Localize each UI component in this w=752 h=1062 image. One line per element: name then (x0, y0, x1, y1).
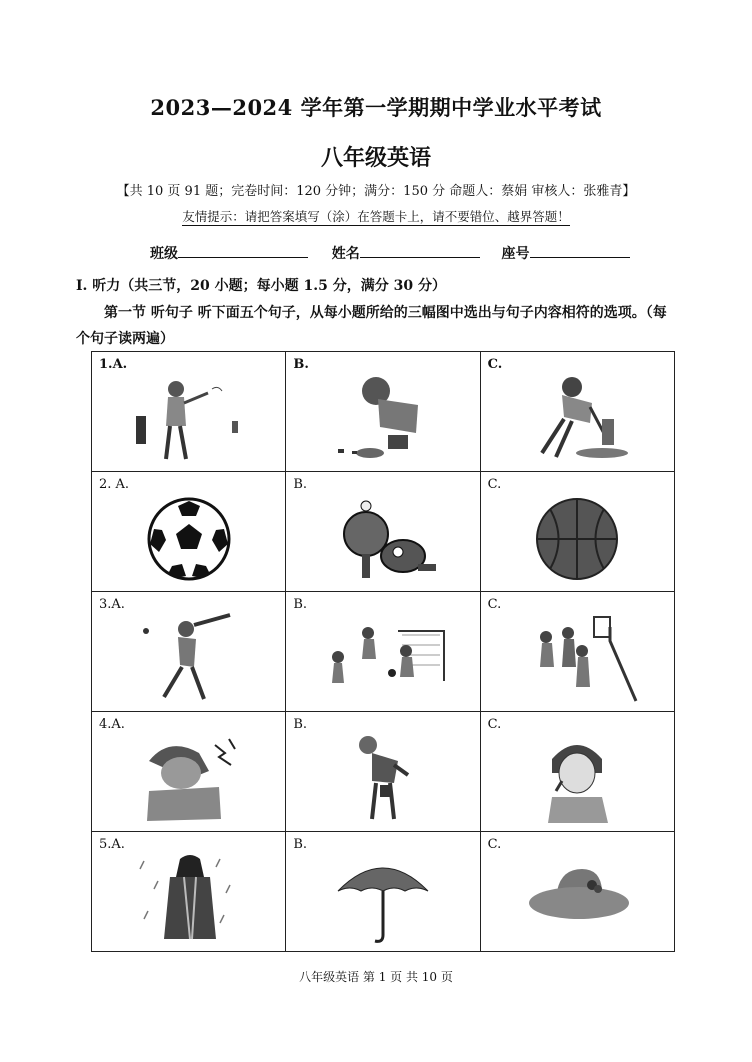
question-row (92, 832, 675, 952)
option-cell[interactable] (286, 592, 480, 712)
name-blank[interactable] (360, 243, 480, 258)
option-cell[interactable] (92, 712, 286, 832)
option-cell[interactable] (480, 712, 674, 832)
option-label: 2. A. (99, 477, 130, 492)
student-fields (150, 243, 630, 263)
option-label: B. (293, 357, 309, 372)
seat-blank[interactable] (530, 243, 630, 258)
picture-grid (91, 351, 675, 952)
seat-label: 座号 (501, 246, 530, 262)
option-cell[interactable] (480, 472, 674, 592)
option-cell[interactable] (480, 352, 674, 472)
option-label: B. (293, 837, 308, 852)
section-heading: I. 听力（共三节，20 小题；每小题 1.5 分，满分 30 分） (76, 278, 446, 294)
name-label: 姓名 (331, 246, 360, 262)
option-label: B. (293, 477, 308, 492)
section-instruction: 第一节 听句子 听下面五个句子，从每小题所给的三幅图中选出与句子内容相符的选项。（每个句子读两遍） (76, 305, 667, 347)
soccer-players-icon (286, 606, 479, 711)
option-label: C. (487, 477, 502, 492)
option-cell[interactable] (92, 592, 286, 712)
exam-info: 【共 10 页 91 题；完卷时间：120 分钟；满分：150 分 命题人：蔡娟 审核人：张雅青】 (116, 184, 636, 199)
question-row (92, 352, 675, 472)
backache-icon (286, 726, 479, 831)
option-cell[interactable] (286, 352, 480, 472)
question-row (92, 712, 675, 832)
option-cell[interactable] (92, 832, 286, 952)
option-label: B. (293, 597, 308, 612)
option-label: 5.A. (99, 837, 125, 852)
option-cell[interactable] (480, 592, 674, 712)
option-cell[interactable] (92, 352, 286, 472)
ping-pong-icon (286, 486, 479, 591)
option-label: 4.A. (99, 717, 125, 732)
exam-subtitle: 八年级英语 (320, 145, 431, 171)
question-row (92, 472, 675, 592)
toothache-icon (481, 726, 674, 831)
umbrella-icon (286, 846, 479, 951)
option-cell[interactable] (286, 832, 480, 952)
option-label: 1.A. (99, 357, 128, 372)
girl-sweeping-icon (481, 366, 674, 471)
option-label: 3.A. (99, 597, 125, 612)
rain-coat-icon (92, 846, 285, 951)
option-label: C. (487, 357, 503, 372)
exam-tip-text: 友情提示：请把答案填写（涂）在答题卡上，请不要错位、越界答题！ (182, 209, 570, 224)
option-label: C. (487, 837, 502, 852)
soccer-ball-icon (92, 486, 285, 591)
boy-picking-trash-icon (286, 366, 479, 471)
class-blank[interactable] (178, 243, 308, 258)
option-cell[interactable] (92, 472, 286, 592)
headache-icon (92, 726, 285, 831)
exam-title: 2023—2024 学年第一学期期中学业水平考试 (150, 95, 602, 120)
option-label: C. (487, 597, 502, 612)
option-label: C. (487, 717, 502, 732)
question-row (92, 592, 675, 712)
girl-littering-icon (92, 366, 285, 471)
option-cell[interactable] (286, 712, 480, 832)
exam-tip (0, 207, 752, 225)
basketball-players-icon (481, 606, 674, 711)
option-label: B. (293, 717, 308, 732)
sun-hat-icon (481, 846, 674, 951)
option-cell[interactable] (480, 832, 674, 952)
baseball-player-icon (92, 606, 285, 711)
option-cell[interactable] (286, 472, 480, 592)
page-footer: 八年级英语 第 1 页 共 10 页 (299, 970, 453, 984)
basketball-icon (481, 486, 674, 591)
class-label: 班级 (150, 246, 178, 262)
